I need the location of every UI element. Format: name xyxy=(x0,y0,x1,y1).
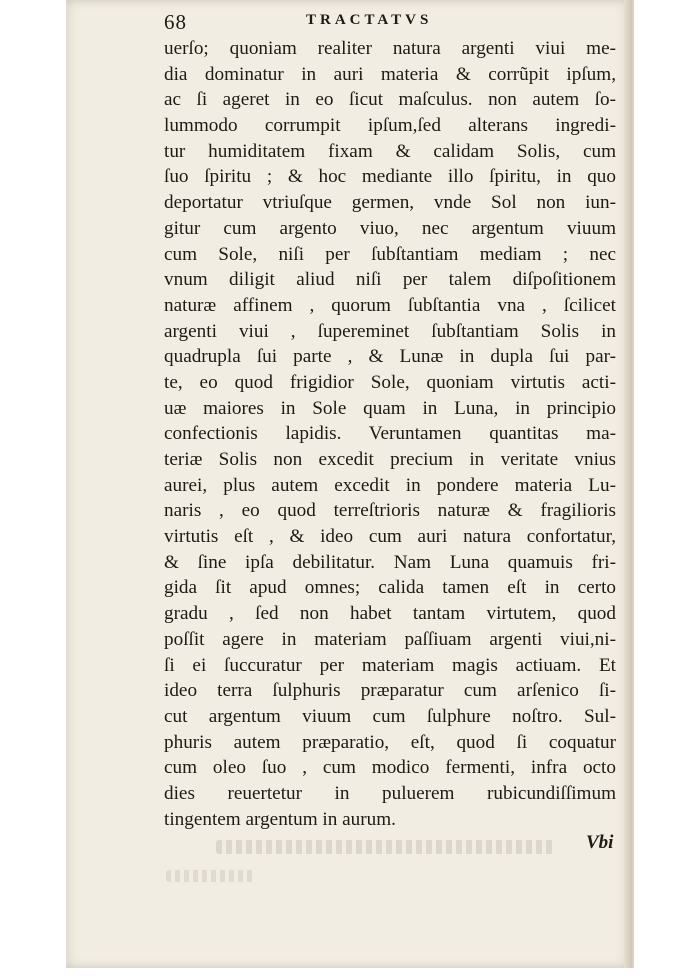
text-line: confectionis lapidis. Veruntamen quantitas ma- xyxy=(164,423,616,445)
text-line: cut argentum viuum cum ſulphure noſtro. Sul- xyxy=(164,705,616,727)
text-line: ſuo ſpiritu ; & hoc mediante illo ſpiritu, in quo xyxy=(164,166,616,188)
show-through-text xyxy=(216,840,556,854)
book-page xyxy=(66,0,634,968)
page-number: 68 xyxy=(164,10,187,34)
text-line: lummodo corrumpit ipſum,ſed alterans ingredi- xyxy=(164,115,616,137)
text-line: dies reuertetur in puluerem rubicundiſſimum xyxy=(164,782,616,804)
text-line: ſi ei ſuccuratur per materiam magis actiuam. Et xyxy=(164,654,616,676)
text-line: deportatur vtriuſque germen, vnde Sol non iun- xyxy=(164,192,616,214)
text-line: vnum diligit aliud niſi per talem diſpoſitionem xyxy=(164,269,616,291)
text-line: te, eo quod frigidior Sole, quoniam virtutis acti- xyxy=(164,371,616,393)
show-through-text xyxy=(166,870,256,882)
text-line: virtutis eſt , & ideo cum auri natura confortatur, xyxy=(164,526,616,548)
text-line: naturæ affinem , quorum ſubſtantia vna , ſcilicet xyxy=(164,294,616,316)
text-line: poſſit agere in materiam paſſiuam argenti viui,ni- xyxy=(164,628,616,650)
text-line: cum Sole, niſi per ſubſtantiam mediam ; nec xyxy=(164,243,616,265)
text-line: argenti viui , ſupereminet ſubſtantiam Solis in xyxy=(164,320,616,342)
running-title: TRACTATVS xyxy=(306,12,433,28)
text-line: tur humiditatem fixam & calidam Solis, cum xyxy=(164,140,616,162)
text-line: dia dominatur in auri materia & corrũpit ipſum, xyxy=(164,63,616,85)
text-line: gida ſit apud omnes; calida tamen eſt in certo xyxy=(164,577,616,599)
catchword: Vbi xyxy=(586,832,614,853)
text-line: & ſine ipſa debilitatur. Nam Luna quamuis fri- xyxy=(164,551,616,573)
text-line: naris , eo quod terreſtrioris naturæ & fragilioris xyxy=(164,500,616,522)
running-head xyxy=(66,10,632,34)
text-line: teriæ Solis non excedit precium in veritate vnius xyxy=(164,449,616,470)
text-line: tingentem argentum in aurum. xyxy=(164,808,396,830)
text-line: ideo terra ſulphuris præparatur cum arſenico ſi- xyxy=(164,680,616,702)
text-line: phuris autem præparatio, eſt, quod ſi coquatur xyxy=(164,731,616,753)
text-line: cum oleo ſuo , cum modico fermenti, infra octo xyxy=(164,757,616,779)
page-edge xyxy=(624,0,632,968)
text-line: gradu , ſed non habet tantam virtutem, quod xyxy=(164,603,616,625)
text-line: aurei, plus autem excedit in pondere materia Lu- xyxy=(164,474,616,496)
text-line: ac ſi ageret in eo ſicut maſculus. non autem ſo- xyxy=(164,89,616,111)
text-line: uerſo; quoniam realiter natura argenti viui me- xyxy=(164,38,616,59)
text-line: gitur cum argento viuo, nec argentum viuum xyxy=(164,217,616,239)
text-line: uæ maiores in Sole quam in Luna, in principio xyxy=(164,397,616,419)
body-text xyxy=(164,36,616,832)
text-line: quadrupla ſui parte , & Lunæ in dupla ſui par- xyxy=(164,346,616,368)
